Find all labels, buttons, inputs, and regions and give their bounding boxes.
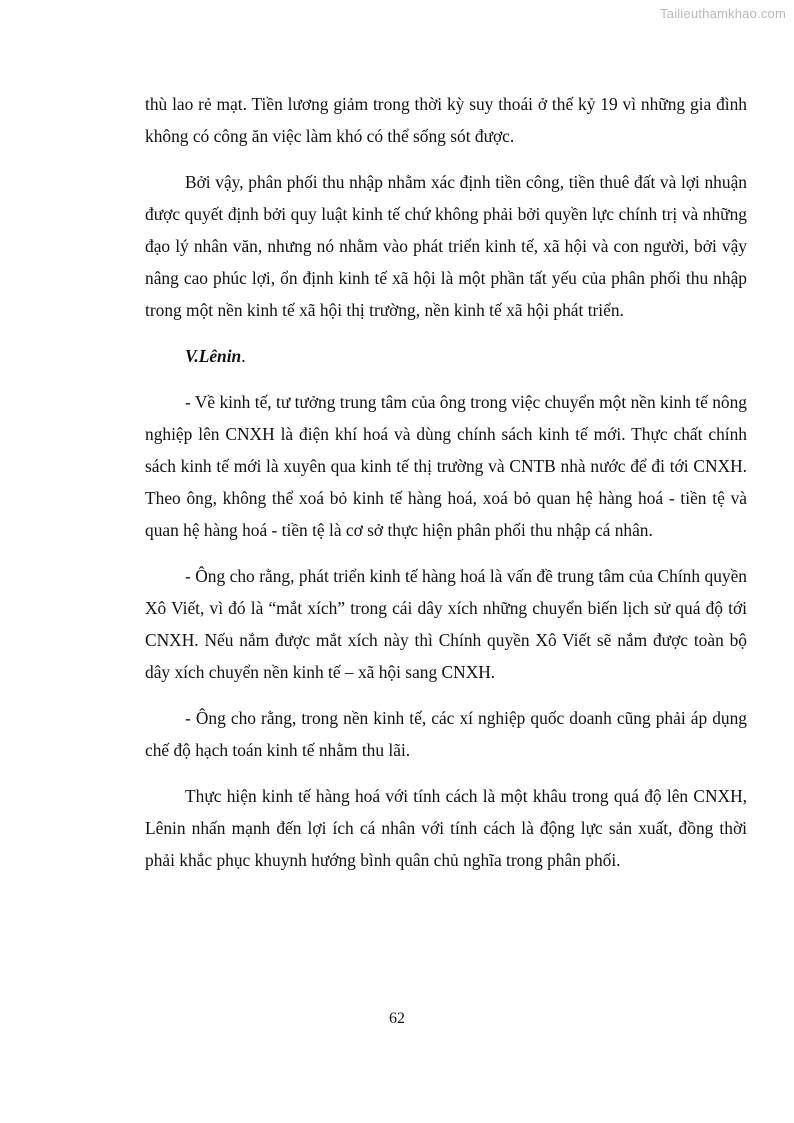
page-number: 62 — [389, 1010, 405, 1027]
section-heading-text: V.Lênin — [185, 346, 242, 366]
paragraph-conclusion: Thực hiện kinh tế hàng hoá với tính cách là một khâu trong quá độ lên CNXH, Lênin nhấn mạnh đến lợi ích cá nhân với tính cách là động lực sản xuất, đồng thời phải khắc phục khuynh hướng bình quân chủ nghĩa trong phân phối. — [145, 786, 747, 870]
section-heading-dot: . — [241, 346, 246, 366]
paragraph-economics-view: - Về kinh tế, tư tưởng trung tâm của ông trong việc chuyển một nền kinh tế nông nghiệp lên CNXH là điện khí hoá và dùng chính sách kinh tế mới. Thực chất chính sách kinh tế mới là xuyên qua kinh tế thị trường và CNTB nhà nước để đi tới CNXH. Theo ông, không thể xoá bỏ kinh tế hàng hoá, xoá bỏ quan hệ hàng hoá - tiền tệ và quan hệ hàng hoá - tiền tệ là cơ sở thực hiện phân phối thu nhập cá nhân. — [145, 392, 747, 540]
paragraph-continuation: thù lao rẻ mạt. Tiền lương giảm trong thời kỳ suy thoái ở thế kỷ 19 vì những gia đình không có công ăn việc làm khó có thể sống sót được. — [145, 94, 747, 146]
watermark-text: Tailieuthamkhao.com — [660, 6, 786, 21]
document-body — [145, 88, 747, 890]
paragraph-state-enterprises: - Ông cho rằng, trong nền kinh tế, các xí nghiệp quốc doanh cũng phải áp dụng chế độ hạch toán kinh tế nhằm thu lãi. — [145, 708, 747, 760]
paragraph-income-distribution: Bởi vậy, phân phối thu nhập nhằm xác định tiền công, tiền thuê đất và lợi nhuận được quyết định bởi quy luật kinh tế chứ không phải bởi quyền lực chính trị và những đạo lý nhân văn, nhưng nó nhằm vào phát triển kinh tế, xã hội và con người, bởi vậy nâng cao phúc lợi, ổn định kinh tế xã hội là một phần tất yếu của phân phối thu nhập trong một nền kinh tế xã hội thị trường, nền kinh tế xã hội phát triển. — [145, 172, 747, 320]
section-heading-lenin — [145, 340, 747, 372]
paragraph-commodity-economy: - Ông cho rằng, phát triển kinh tế hàng hoá là vấn đề trung tâm của Chính quyền Xô Viết, vì đó là “mắt xích” trong cái dây xích những chuyển biến lịch sử quá độ tới CNXH. Nếu nắm được mắt xích này thì Chính quyền Xô Viết sẽ nắm được toàn bộ dây xích chuyển nền kinh tế – xã hội sang CNXH. — [145, 566, 747, 682]
